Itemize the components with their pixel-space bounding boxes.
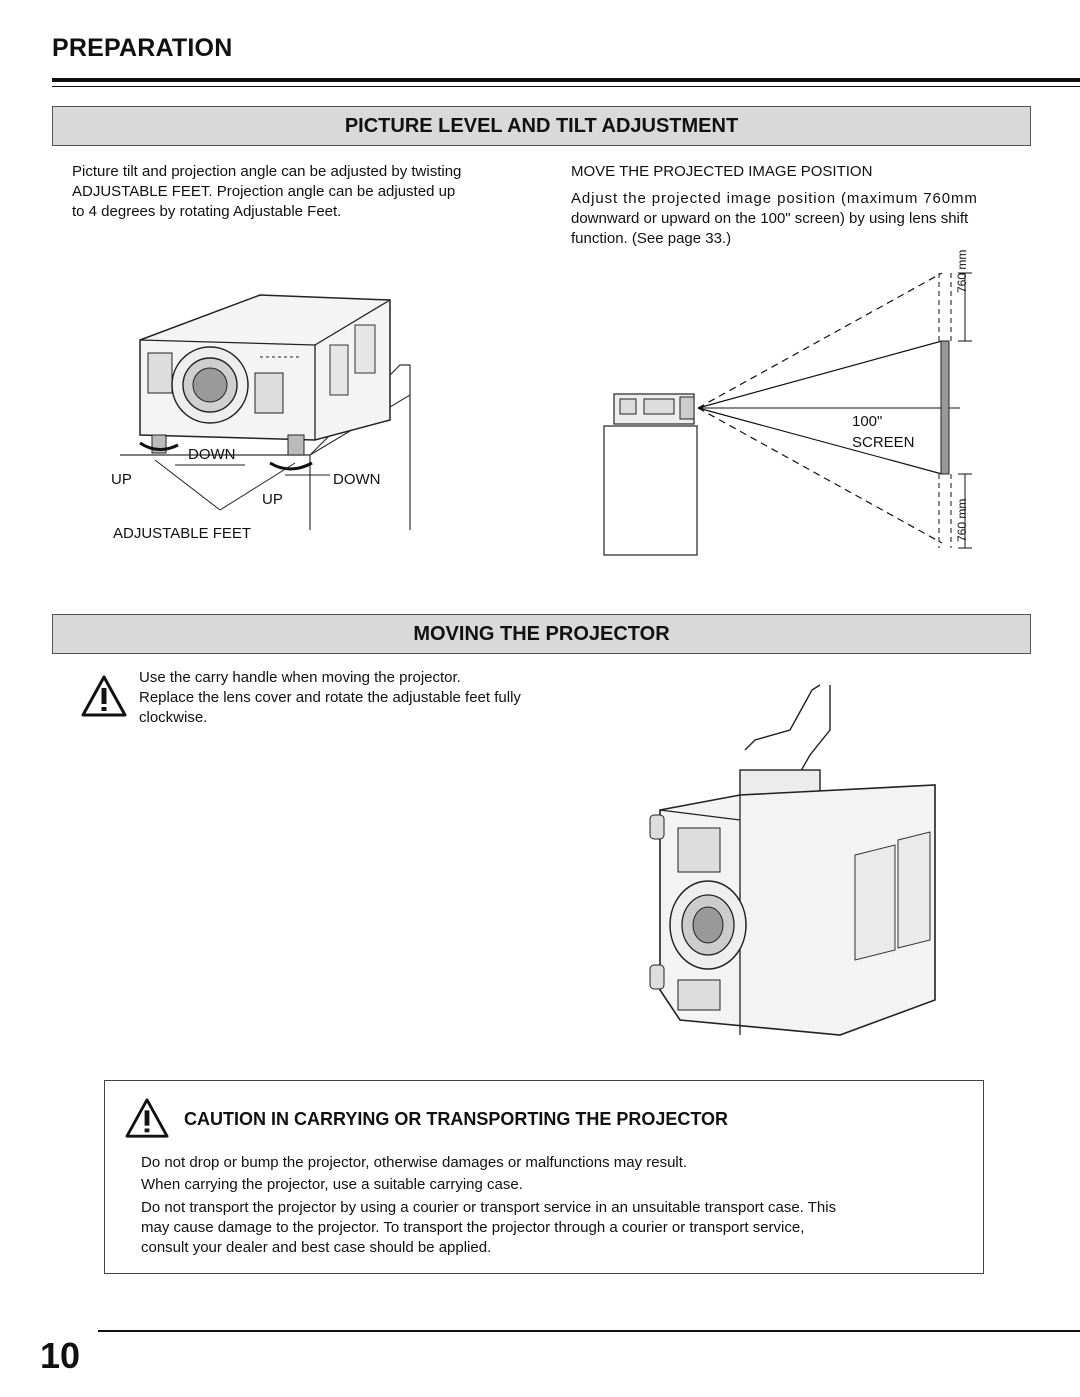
header-rule-thin	[52, 86, 1080, 87]
label-down-top: DOWN	[188, 446, 236, 463]
move-line-3: function. (See page 33.)	[571, 230, 732, 247]
moving-section-title: MOVING THE PROJECTOR	[52, 614, 1031, 654]
label-down-right: DOWN	[333, 471, 381, 488]
chapter-title: PREPARATION	[52, 34, 233, 62]
caution-para-2: When carrying the projector, use a suitable carrying case.	[141, 1176, 523, 1193]
moving-line-1: Use the carry handle when moving the projector.	[139, 669, 461, 686]
moving-line-3: clockwise.	[139, 709, 208, 726]
projector-feet-illustration	[100, 285, 420, 530]
label-screen-size: 100"	[852, 413, 883, 430]
tilt-intro-line-3: to 4 degrees by rotating Adjustable Feet.	[72, 203, 342, 220]
move-line-2: downward or upward on the 100" screen) by using lens shift	[571, 210, 969, 227]
caution-para-3	[141, 1198, 969, 1258]
label-offset-bottom: 760 mm	[955, 498, 969, 542]
caution-para-1: Do not drop or bump the projector, otherwise damages or malfunctions may result.	[141, 1154, 688, 1171]
move-line-1: Adjust the projected image position (maximum 760mm	[571, 190, 978, 207]
label-screen: SCREEN	[852, 434, 915, 451]
carrying-projector-illustration	[640, 680, 950, 1045]
caution-para-3-line-3: consult your dealer and best case should be applied.	[141, 1239, 492, 1256]
label-offset-top: 760 mm	[955, 249, 969, 293]
header-rule-thick	[52, 78, 1080, 82]
tilt-intro-text	[72, 162, 542, 222]
tilt-intro-line-1: Picture tilt and projection angle can be adjusted by twisting	[72, 163, 462, 180]
caution-warning-icon	[124, 1097, 170, 1139]
footer-rule	[98, 1330, 1080, 1332]
move-image-heading: MOVE THE PROJECTED IMAGE POSITION	[571, 163, 873, 180]
caution-title: CAUTION IN CARRYING OR TRANSPORTING THE PROJECTOR	[184, 1109, 729, 1129]
label-adjustable-feet: ADJUSTABLE FEET	[113, 525, 252, 542]
tilt-intro-line-2: ADJUSTABLE FEET. Projection angle can be adjusted up	[72, 183, 456, 200]
caution-para-3-line-2: may cause damage to the projector. To transport the projector through a courier or transport service,	[141, 1219, 805, 1236]
label-up-left: UP	[111, 471, 132, 488]
lens-shift-diagram	[600, 268, 1000, 560]
moving-instructions	[139, 668, 606, 728]
tilt-section-title: PICTURE LEVEL AND TILT ADJUSTMENT	[52, 106, 1031, 146]
label-up-bottom: UP	[262, 491, 283, 508]
moving-line-2: Replace the lens cover and rotate the adjustable feet fully	[139, 689, 521, 706]
caution-para-3-line-1: Do not transport the projector by using a courier or transport service in an unsuitable transport case. This	[141, 1199, 837, 1216]
move-image-text	[571, 189, 1041, 249]
warning-triangle-icon	[80, 674, 128, 718]
page-number: 10	[40, 1335, 81, 1376]
